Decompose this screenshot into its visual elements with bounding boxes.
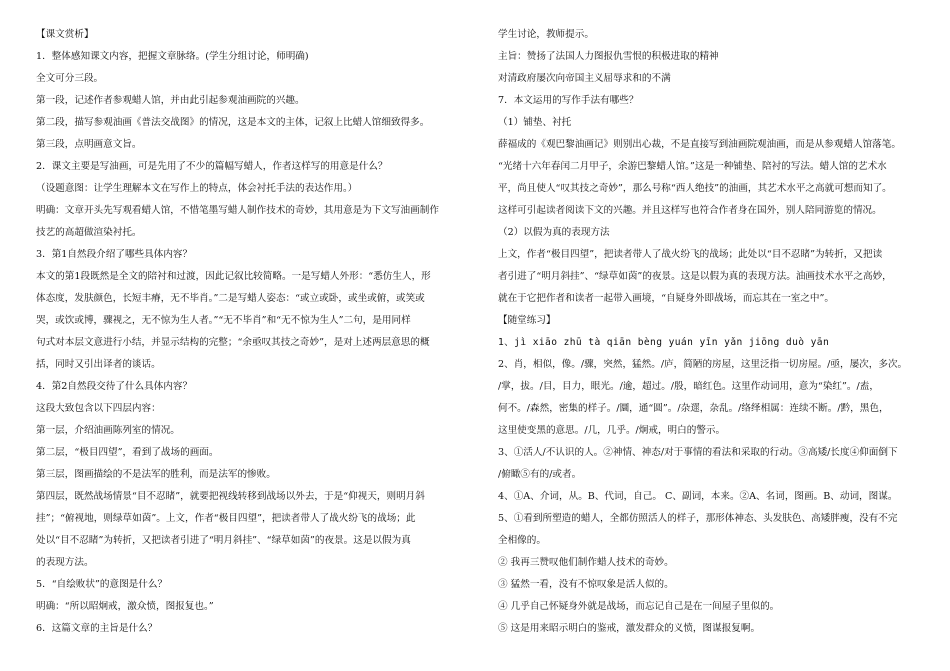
text-line: 2、肖，相似，像。/骤，突然，猛然。/庐，简陋的房屋，这里泛指一切房屋。/亟，屡次，多次。 xyxy=(498,359,908,370)
text-line: 7．本文运用的写作手法有哪些？ xyxy=(498,95,639,106)
text-line: 技艺的高超做渲染衬托。 xyxy=(36,227,142,238)
text-line: 1．整体感知课文内容，把握文章脉络。(学生分组讨论，师明确) xyxy=(36,51,309,62)
text-line: 第一段，记述作者参观蜡人馆，并由此引起参观油画院的兴趣。 xyxy=(36,95,305,106)
text-line: 本文的第1段既然是全文的陪衬和过渡，因此记叙比较简略。一是写蜡人外形：“悉仿生人，形 xyxy=(36,271,431,282)
text-line: 第三层，图画描绘的不是法军的胜利，而是法军的惨败。 xyxy=(36,469,276,480)
text-line: 何不。/森然，密集的样子。/圜，通“圆”。/杂遝，杂乱。/络绎相属：连续不断。/黔，黑色， xyxy=(498,403,889,414)
text-line: 全相像的。 xyxy=(498,535,546,546)
text-line: 者引进了“明月斜挂”、“绿草如茵”的夜景。这是以假为真的表现方法。油画技术水平之高妙， xyxy=(498,271,892,282)
text-line: 第三段，点明画意文旨。 xyxy=(36,139,142,150)
text-line: 上文，作者“极目四望”，把读者带人了战火纷飞的战场；此处以“目不忍睹”为转折，又把读 xyxy=(498,249,883,260)
pinyin-answer-line: 1、jì xiāo zhū tà qiān bèng yuán yīn yǎn jiōng duò yān xyxy=(498,337,830,348)
text-line: 体态度，发肤颜色，长短丰瘠，无不毕肖。”二是写蜡人姿态：“或立或卧，或坐或俯，或笑或 xyxy=(36,293,425,304)
text-line: 句式对本层文意进行小结，并显示结构的完整；“余亟叹其技之奇妙”，是对上述两层意思的概 xyxy=(36,337,430,348)
text-line: （1）铺垫、衬托 xyxy=(498,117,572,128)
text-line: 平，尚且使人“叹其技之奇妙”，那么号称“西人绝技”的油画，其艺术水平之高就可想而知了。 xyxy=(498,183,892,194)
text-line: 4、①A、介词，从。B、代词，自己。 C、副词，本来。②A、名词，图画。B、动词，图谋。 xyxy=(498,491,898,502)
text-line: 3、①活人/不认识的人。②神情、神态/对于事情的看法和采取的行动。③高矮/长度④仰面倒下 xyxy=(498,447,898,458)
text-line: 明确：文章开头先写观看蜡人馆，不惜笔墨写蜡人制作技术的奇妙，其用意是为下文写油画制作 xyxy=(36,205,439,216)
text-line: 第二层，“极目四望”，看到了战场的画面。 xyxy=(36,447,219,458)
text-line: 6．这篇文章的主旨是什么？ xyxy=(36,623,158,634)
text-line: 第二段，描写参观油画《普法交战图》的情况，这是本文的主体，记叙上比蜡人馆细致得多。 xyxy=(36,117,430,128)
text-line: 第四层，既然战场情景“目不忍睹”，就要把视线转移到战场以外去，于是“仰视天，则明月斜 xyxy=(36,491,425,502)
text-line: 薛福成的《观巴黎油画记》则别出心裁，不是直接写到油画院观油画，而是从参观蜡人馆落笔。 xyxy=(498,139,901,150)
text-line: 哭，或饮或博，骤视之，无不惊为生人者。”“无不毕肖”和“无不惊为生人”二句，是用同样 xyxy=(36,315,411,326)
text-line: 学生讨论，教师提示。 xyxy=(498,29,594,40)
text-line: 主旨：赞扬了法国人力图报仇雪恨的积极进取的精神 xyxy=(498,51,719,62)
right-column xyxy=(498,24,918,640)
text-line: ③ 猛然一看，没有不惊叹象是活人似的。 xyxy=(498,579,674,590)
text-line: 括，同时又引出译者的谈话。 xyxy=(36,359,161,370)
text-line: 明确：“所以昭炯戒，激众愤，图报复也。” xyxy=(36,601,214,612)
text-line: 这段大致包含以下四层内容： xyxy=(36,403,161,414)
text-line: ④ 几乎自己怀疑身外就是战场，而忘记自己是在一间屋子里似的。 xyxy=(498,601,780,612)
text-line: 处以“目不忍睹”为转折，又把读者引进了“明月斜挂”、“绿草如茵”的夜景。这是以假为真 xyxy=(36,535,411,546)
section-heading-practice: 【随堂练习】 xyxy=(498,315,556,326)
text-line: 2．课文主要是写油画，可是先用了不少的篇幅写蜡人，作者这样写的用意是什么？ xyxy=(36,161,388,172)
section-heading-appreciation: 【课文赏析】 xyxy=(36,29,94,40)
text-line: /掌，拔。/目，目力，眼光。/逾，超过。/殷，暗红色。这里作动词用，意为“染红”。/盍， xyxy=(498,381,879,392)
text-line: 全文可分三段。 xyxy=(36,73,104,84)
text-line: /俯瞰⑤有的/或者。 xyxy=(498,469,582,480)
text-line: 5、①看到所塑造的蜡人，全都仿照活人的样子，那形体神态、头发肤色、高矮胖瘦，没有不完 xyxy=(498,513,898,524)
text-line: 4．第2自然段交待了什么具体内容？ xyxy=(36,381,193,392)
text-line: 的表现方法。 xyxy=(36,557,94,568)
text-line: 5．“自绘败状”的意图是什么？ xyxy=(36,579,168,590)
text-line: 3．第1自然段介绍了哪些具体内容？ xyxy=(36,249,193,260)
text-line: ② 我再三赞叹他们制作蜡人技术的奇妙。 xyxy=(498,557,674,568)
text-line: 对清政府屡次向帝国主义屈辱求和的不满 xyxy=(498,73,671,84)
text-line: （设题意图：让学生理解本文在写作上的特点，体会衬托手法的表达作用。） xyxy=(36,183,358,194)
left-column xyxy=(36,24,462,640)
text-line: （2）以假为真的表现方法 xyxy=(498,227,610,238)
text-line: 这里使变黑的意思。/几，几乎。/炯戒，明白的警示。 xyxy=(498,425,726,436)
text-line: ⑤ 这是用来昭示明白的鉴戒，激发群众的义愤，图谋报复啊。 xyxy=(498,623,761,634)
text-line: 这样可引起读者阅读下文的兴趣。并且这样写也符合作者身在国外，别人陪同游览的情况。 xyxy=(498,205,882,216)
text-line: 第一层，介绍油画陈列室的情况。 xyxy=(36,425,180,436)
text-line: 就在于它把作者和读者一起带入画境，“自疑身外即战场，而忘其在一室之中”。 xyxy=(498,293,834,304)
text-line: “光绪十六年春闰二月甲子，余游巴黎蜡人馆。”这是一种铺垫、陪衬的写法。蜡人馆的艺术水 xyxy=(498,161,887,172)
text-line: 挂”；“俯视地，则绿草如茵”。上文，作者“极目四望”，把读者带人了战火纷飞的战场；此 xyxy=(36,513,416,524)
